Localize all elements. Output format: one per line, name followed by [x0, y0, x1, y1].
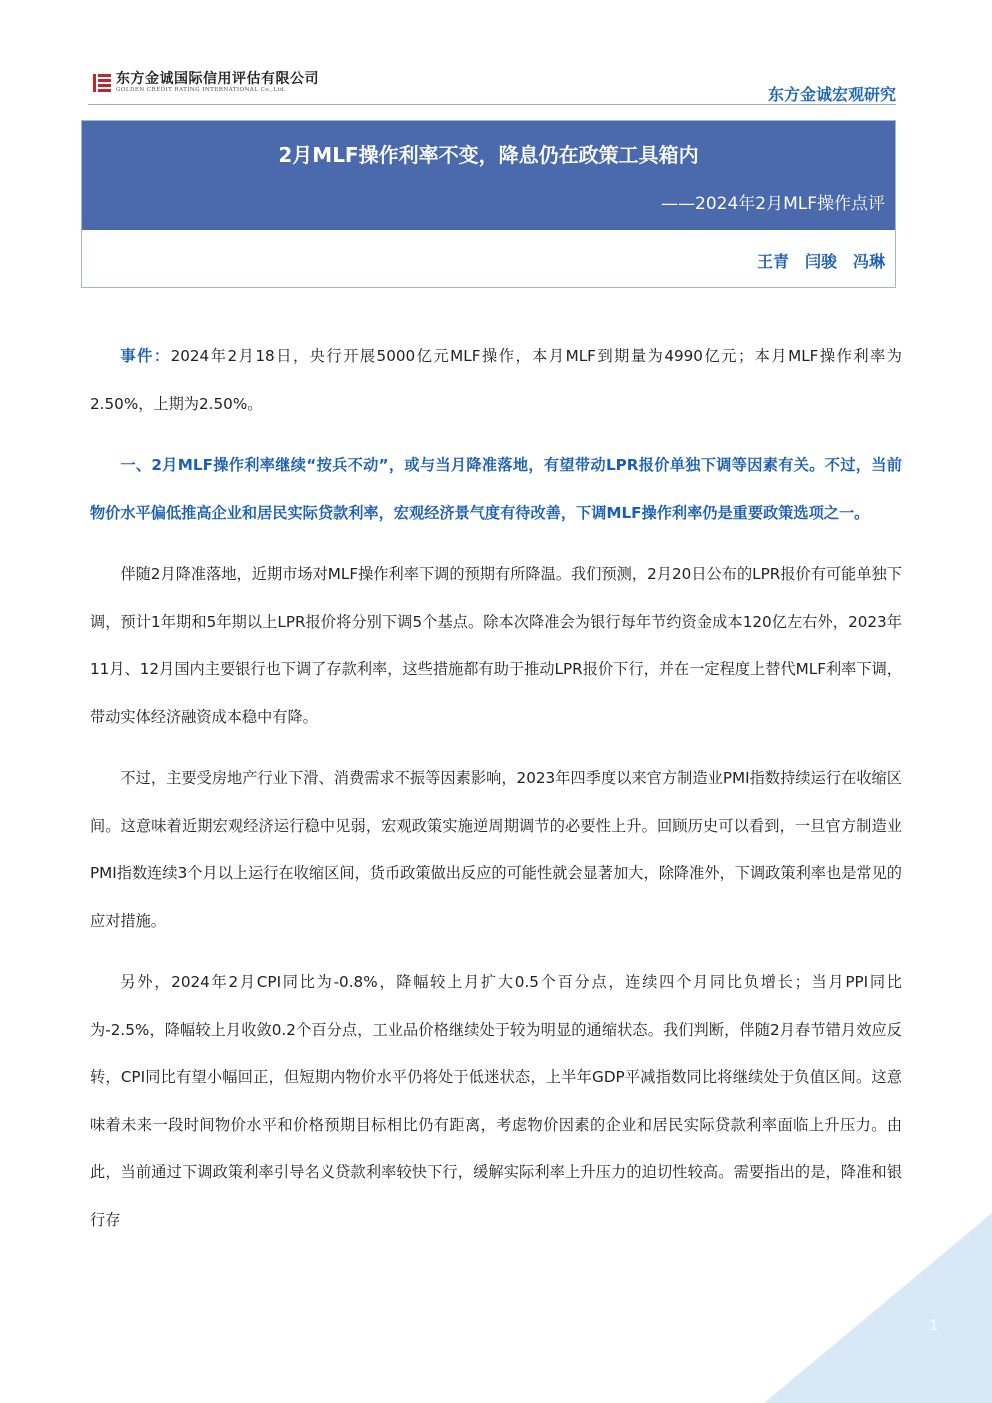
logo-mark-icon	[92, 73, 112, 93]
body-paragraph: 不过，主要受房地产行业下滑、消费需求不振等因素影响，2023年四季度以来官方制造业PMI指数持续运行在收缩区间。这意味着近期宏观经济运行稳中见弱，宏观政策实施逆周期调节的必要性上升。回顾历史可以看到，一旦官方制造业PMI指数连续3个月以上运行在收缩区间，货币政策做出反应的可能性就会显著加大，除降准外，下调政策利率也是常见的应对措施。	[90, 769, 902, 930]
section-headline: 一、2月MLF操作利率继续“按兵不动”，或与当月降准落地，有望带动LPR报价单独下调等因素有关。不过，当前物价水平偏低推高企业和居民实际贷款利率，宏观经济景气度有待改善，下调MLF操作利率仍是重要政策选项之一。	[90, 456, 902, 522]
logo-company-name: 东方金诚国际信用评估有限公司	[116, 71, 319, 87]
brand-name: 东方金诚宏观研究	[767, 85, 896, 104]
event-text: 2024年2月18日，央行开展5000亿元MLF操作，本月MLF到期量为4990亿元；本月MLF操作利率为2.50%，上期为2.50%。	[90, 347, 902, 413]
body-paragraph: 另外，2024年2月CPI同比为-0.8%，降幅较上月扩大0.5个百分点，连续四个月同比负增长；当月PPI同比为-2.5%，降幅较上月收敛0.2个百分点，工业品价格继续处于较为明显的通缩状态。我们判断，伴随2月春节错月效应反转，CPI同比有望小幅回正，但短期内物价水平仍将处于低迷状态，上半年GDP平减指数同比将继续处于负值区间。这意味着未来一段时间物价水平和价格预期目标相比仍有距离，考虑物价因素的企业和居民实际贷款利率面临上升压力。由此，当前通过下调政策利率引导名义贷款利率较快下行，缓解实际利率上升压力的迫切性较高。需要指出的是，降准和银行存	[90, 973, 902, 1229]
report-title: 2月MLF操作利率不变，降息仍在政策工具箱内	[278, 143, 699, 167]
company-logo	[92, 72, 319, 94]
report-body	[90, 333, 902, 1244]
body-paragraph: 伴随2月降准落地，近期市场对MLF操作利率下调的预期有所降温。我们预测，2月20日公布的LPR报价有可能单独下调，预计1年期和5年期以上LPR报价将分别下调5个基点。除本次降准会为银行每年节约资金成本120亿左右外，2023年11月、12月国内主要银行也下调了存款利率，这些措施都有助于推动LPR报价下行，并在一定程度上替代MLF利率下调，带动实体经济融资成本稳中有降。	[90, 565, 902, 726]
authors: 王青 闫骏 冯琳	[756, 252, 885, 271]
page-number: 1	[929, 1318, 938, 1334]
event-paragraph	[90, 333, 902, 428]
header-divider	[88, 104, 896, 105]
logo-company-name-en: GOLDEN CREDIT RATING INTERNATIONAL Co.,Ltd.	[116, 87, 287, 93]
report-subtitle: ——2024年2月MLF操作点评	[661, 194, 885, 214]
corner-decoration	[764, 1213, 992, 1403]
event-label: 事件：	[120, 347, 171, 365]
title-block	[81, 120, 896, 288]
title-band	[82, 121, 895, 230]
